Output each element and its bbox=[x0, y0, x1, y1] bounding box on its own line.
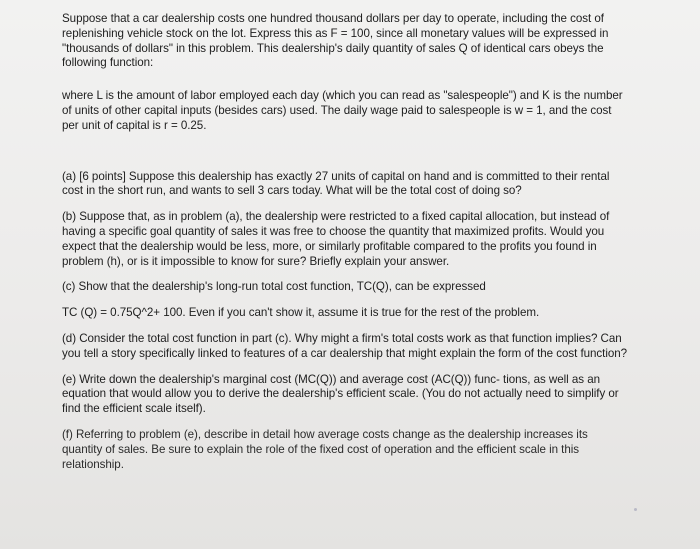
question-b: (b) Suppose that, as in problem (a), the dealership were restricted to a fixed capital allocation, but instead of having a specific goal quantity of sales it was free to choose the quantity that maximized profits. Would you expect that the dealership would be less, more, or similarly profitable compared to the profits you found in problem (h), or is it impossible to know for sure? Briefly explain your answer. bbox=[62, 210, 610, 268]
spacer bbox=[62, 417, 628, 428]
spacer bbox=[62, 71, 628, 89]
spacer bbox=[62, 269, 628, 280]
paper-speck bbox=[634, 508, 637, 511]
question-d: (d) Consider the total cost function in part (c). Why might a firm's total costs work as that function implies? Can you tell a story specifically linked to features of a car dealership that might explain the form of the cost function? bbox=[62, 331, 628, 360]
intro-paragraph: Suppose that a car dealership costs one hundred thousand dollars per day to operate, including the cost of replenishing vehicle stock on the lot. Express this as F = 100, since all monetary values will be expressed in "thousands of dollars" in this problem. This dealership's daily quantity of sales Q of identical cars obeys the following function: bbox=[62, 12, 609, 70]
spacer bbox=[62, 321, 628, 332]
question-c: (c) Show that the dealership's long-run total cost function, TC(Q), can be expressed bbox=[62, 280, 486, 294]
question-a: (a) [6 points] Suppose this dealership has exactly 27 units of capital on hand and is committed to their rental cost in the short run, and wants to sell 3 cars today. What will be the total cost of doing so? bbox=[62, 169, 610, 198]
question-e: (e) Write down the dealership's marginal cost (MC(Q)) and average cost (AC(Q)) func- tions, as well as an equation that would allow you to derive the dealership's efficient scale. (You do not actually need to simplify or find the efficient scale itself). bbox=[62, 372, 619, 416]
total-cost-formula: TC (Q) = 0.75Q^2+ 100. Even if you can't show it, assume it is true for the rest of the problem. bbox=[62, 306, 540, 320]
spacer bbox=[62, 134, 628, 170]
spacer bbox=[62, 362, 628, 373]
spacer bbox=[62, 295, 628, 306]
question-f: (f) Referring to problem (e), describe in detail how average costs change as the dealership increases its quantity of sales. Be sure to explain the role of the fixed cost of operation and the efficient scale in this relationship. bbox=[62, 427, 588, 471]
variables-paragraph: where L is the amount of labor employed each day (which you can read as "salespeople") and K is the number of units of other capital inputs (besides cars) used. The daily wage paid to salespeople is w = 1, and the cost per unit of capital is r = 0.25. bbox=[62, 89, 623, 132]
spacer bbox=[62, 199, 628, 210]
problem-text bbox=[62, 12, 628, 472]
